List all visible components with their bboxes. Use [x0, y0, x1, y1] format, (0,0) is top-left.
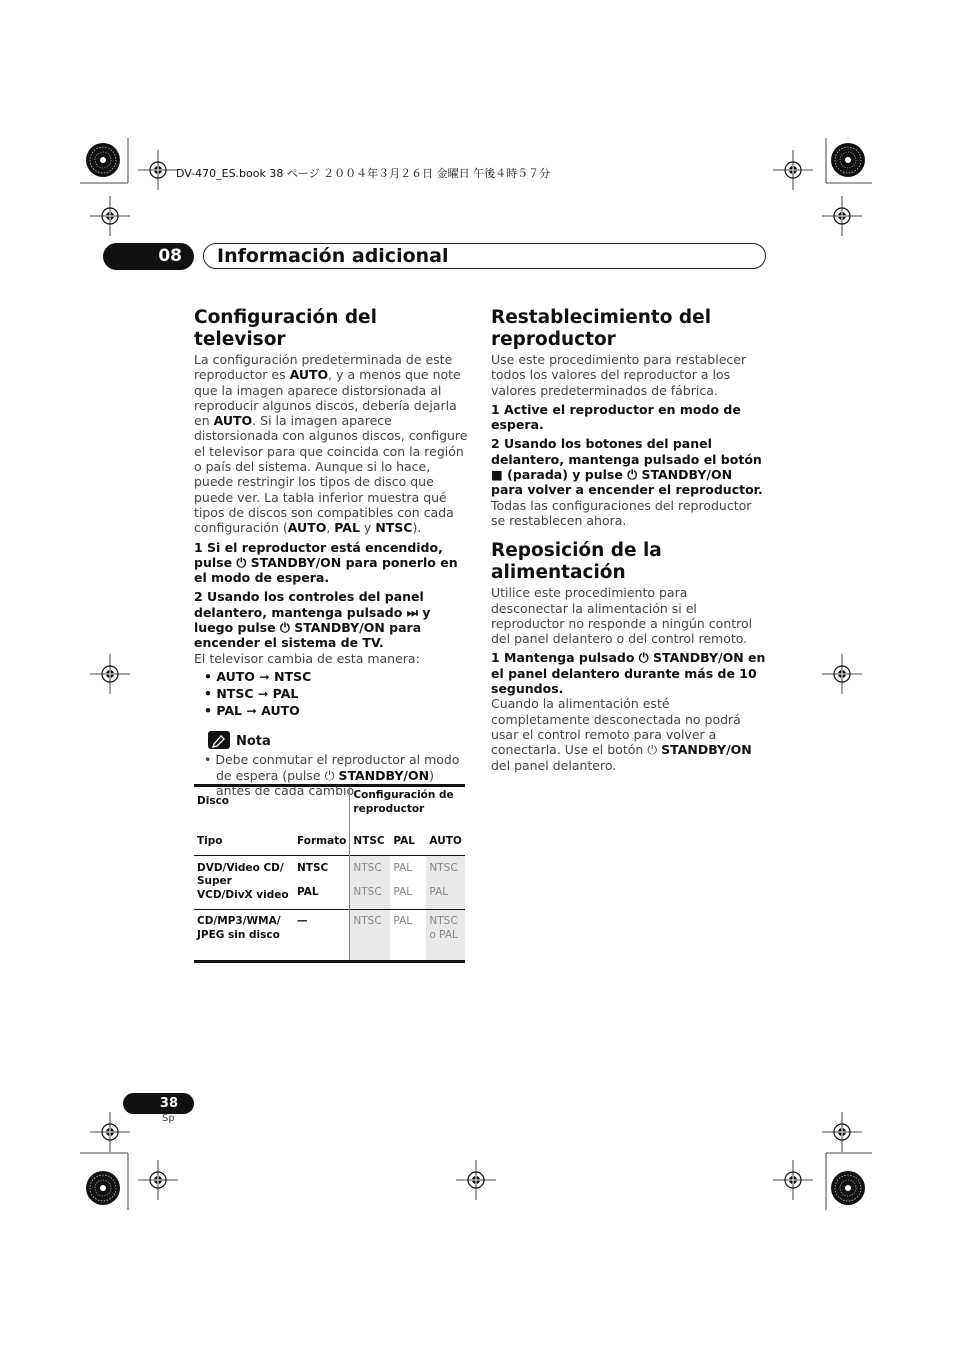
section-title-tv-config: Configuración del televisor: [194, 307, 377, 350]
table-header-auto: AUTO: [429, 835, 462, 847]
chapter-title: Información adicional: [217, 245, 449, 267]
tv-config-step-2: 2 Usando los controles del panel delantero, mantenga pulsado ⏭ y luego pulse ⏻ STANDBY/ON para encender el sistema de TV.: [194, 589, 431, 651]
table-header-disco: Disco: [194, 787, 350, 833]
note-label: Nota: [236, 733, 271, 749]
table-row: DVD/Video CD/ Super VCD/DivX video NTSC NTSC PAL NTSC: [194, 856, 465, 882]
list-item: • PAL ➞ AUTO: [204, 702, 300, 718]
tv-config-intro: La configuración predeterminada de este reproductor es AUTO, y a menos que note que la imagen aparece distorsionada al reproducir algunos discos, debería dejarla en AUTO. Si la imagen aparece distorsionada con algunos discos, configure el televisor para que coincida con la región o país del sistema. Aunque si lo hace, puede restringir los tipos de disco que puede ver. La tabla inferior muestra qué tipos de discos son compatibles con cada configuración (AUTO, PAL y NTSC).: [194, 352, 468, 536]
tv-config-step-2-result: El televisor cambia de esta manera:: [194, 650, 420, 666]
right-column: [491, 307, 767, 773]
page-number: 38: [123, 1093, 194, 1114]
power-reset-intro: Utilice este procedimiento para desconectar la alimentación si el reproductor no responde a ningún control del panel delantero o del control remoto.: [491, 585, 753, 647]
tv-config-step-1: 1 Si el reproductor está encendido, pulse ⏻ STANDBY/ON para ponerlo en el modo de espera.: [194, 539, 458, 586]
reset-step-1: 1 Active el reproductor en modo de espera.: [491, 401, 741, 433]
note-pencil-icon: [208, 731, 230, 749]
power-reset-step-1: 1 Mantenga pulsado ⏻ STANDBY/ON en el panel delantero durante más de 10 segundos.: [491, 650, 766, 697]
compatibility-table: [194, 784, 465, 963]
table-row: CD/MP3/WMA/ JPEG sin disco — NTSC PAL NTSC o PAL: [194, 910, 465, 960]
power-reset-step-1-result: Cuando la alimentación esté completamente desconectada no podrá usar el control remoto para volver a conectarla. Use el botón ⏻ STANDBY/ON del panel delantero.: [491, 696, 752, 773]
table-header-formato: Formato: [294, 833, 350, 855]
chapter-number-badge: 08: [103, 243, 194, 270]
left-column: [194, 307, 468, 798]
list-item: • AUTO ➞ NTSC: [204, 668, 312, 684]
table-row: PAL NTSC PAL PAL: [194, 882, 465, 910]
note-header: [194, 730, 468, 750]
page-language: Sp: [162, 1113, 175, 1124]
list-item: • NTSC ➞ PAL: [204, 685, 299, 701]
reset-intro: Use este procedimiento para restablecer todos los valores del reproductor a los valores predeterminados de fábrica.: [491, 352, 747, 398]
section-title-power-reset: Reposición de la alimentación: [491, 540, 662, 584]
reset-step-2: 2 Usando los botones del panel delantero, mantenga pulsado el botón ■ (parada) y pulse ⏻ STANDBY/ON para volver a encender el reproductor.: [491, 436, 763, 498]
table-header-config: Configuración de reproductor: [353, 789, 454, 815]
note-text: • Debe conmutar el reproductor al modo de espera (pulse ⏻ STANDBY/ON) antes de cada cambio.: [204, 752, 460, 799]
table-header-tipo: Tipo: [197, 835, 223, 847]
tv-cycle-list: [194, 668, 468, 719]
section-title-reset: Restablecimiento del reproductor: [491, 307, 712, 350]
table-header-ntsc: NTSC: [353, 835, 385, 847]
table-header-pal: PAL: [393, 835, 415, 847]
file-info-line: DV-470_ES.book 38 ページ ２００４年３月２６日 金曜日 午後４時５７分: [176, 167, 551, 180]
reset-step-2-result: Todas las configuraciones del reproductor se restablecen ahora.: [491, 497, 752, 528]
